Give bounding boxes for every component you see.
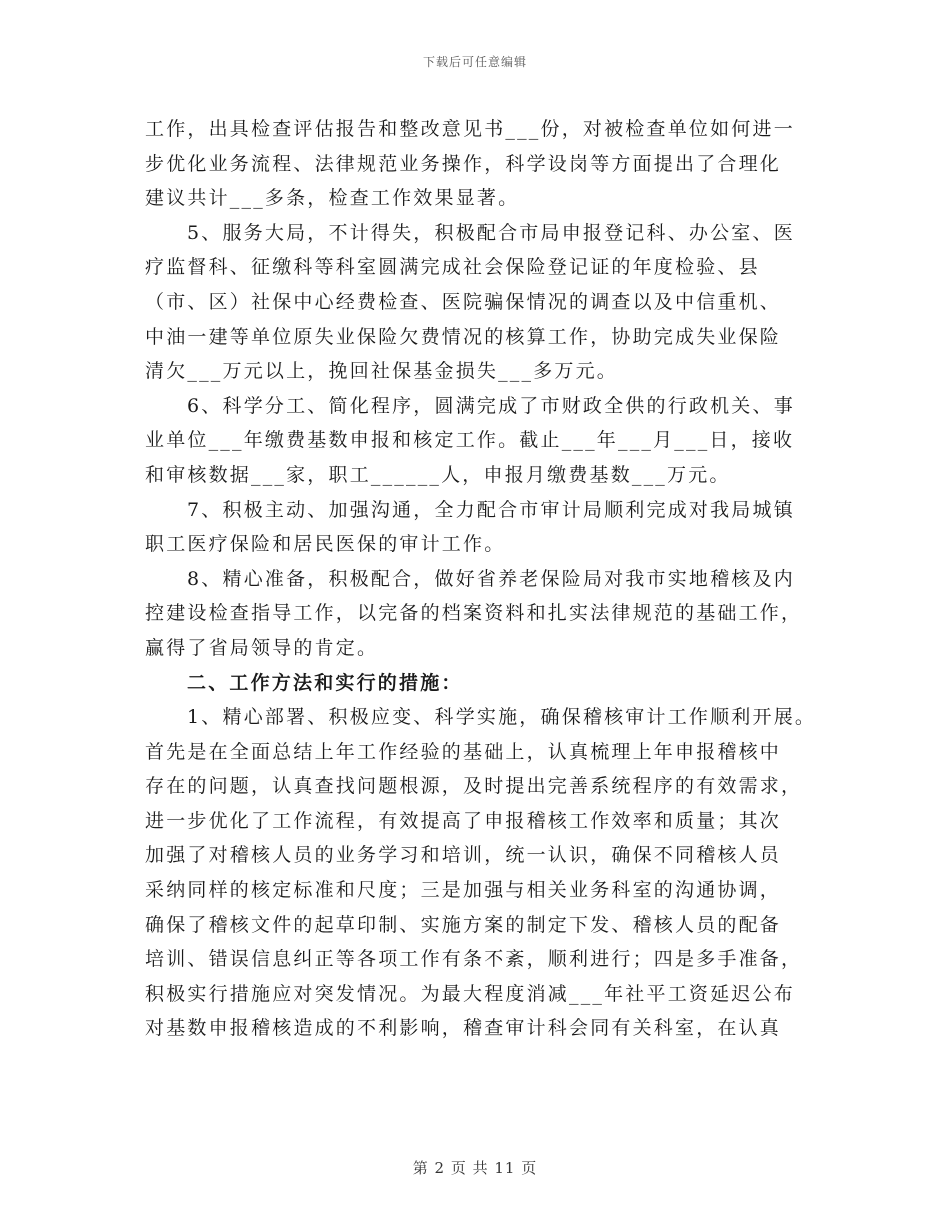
header-note: 下载后可任意编辑 xyxy=(422,55,527,69)
text-line: 对基数申报稽核造成的不利影响，稽查审计科会同有关科室，在认真 xyxy=(145,1017,782,1040)
paragraph-start-line: 5、服务大局，不计得失，积极配合市局申报登记科、办公室、医 xyxy=(187,221,795,244)
text-line: 确保了稽核文件的起草印制、实施方案的制定下发、稽核人员的配备 xyxy=(145,913,782,936)
text-line: 中油一建等单位原失业保险欠费情况的核算工作，协助完成失业保险 xyxy=(145,325,782,348)
body-text xyxy=(145,112,845,1046)
text-line: 赢得了省局领导的肯定。 xyxy=(145,636,379,659)
text-line: 存在的问题，认真查找问题根源，及时提出完善系统程序的有效需求， xyxy=(145,775,803,798)
text-line: 加强了对稽核人员的业务学习和培训，统一认识，确保不同稽核人员 xyxy=(145,844,782,867)
text-line: 控建设检查指导工作，以完备的档案资料和扎实法律规范的基础工作， xyxy=(145,602,803,625)
text-line: 建议共计___多条，检查工作效果显著。 xyxy=(145,187,520,210)
text-line: 进一步优化了工作流程，有效提高了申报稽核工作效率和质量；其次 xyxy=(145,809,782,832)
text-line: 职工医疗保险和居民医保的审计工作。 xyxy=(145,533,506,556)
paragraph-start-line: 1、精心部署、积极应变、科学实施，确保稽核审计工作顺利开展。 xyxy=(187,706,817,729)
text-line: 步优化业务流程、法律规范业务操作，科学设岗等方面提出了合理化 xyxy=(145,152,782,175)
text-line: 疗监督科、征缴科等科室圆满完成社会保险登记证的年度检验、县 xyxy=(145,256,760,279)
paragraph-start-line: 7、积极主动、加强沟通，全力配合市审计局顺利完成对我局城镇 xyxy=(187,498,795,521)
text-line: 采纳同样的核定标准和尺度；三是加强与相关业务科室的沟通协调， xyxy=(145,879,782,902)
paragraph-start-line: 6、科学分工、简化程序，圆满完成了市财政全供的行政机关、事 xyxy=(187,394,795,417)
section-heading: 二、工作方法和实行的措施： xyxy=(187,671,463,694)
text-line: 积极实行措施应对突发情况。为最大程度消减___年社平工资延迟公布 xyxy=(145,982,795,1005)
text-line: 培训、错误信息纠正等各项工作有条不紊，顺利进行；四是多手准备， xyxy=(145,948,803,971)
paragraph-start-line: 8、精心准备，积极配合，做好省养老保险局对我市实地稽核及内 xyxy=(187,567,795,590)
text-line: 首先是在全面总结上年工作经验的基础上，认真梳理上年申报稽核中 xyxy=(145,740,782,763)
text-line: 和审核数据___家，职工______人，申报月缴费基数___万元。 xyxy=(145,463,731,486)
text-line: （市、区）社保中心经费检查、医院骗保情况的调查以及中信重机、 xyxy=(145,290,782,313)
text-line: 业单位___年缴费基数申报和核定工作。截止___年___月___日，接收 xyxy=(145,429,795,452)
page-number: 第 2 页 共 11 页 xyxy=(412,1159,538,1177)
text-line: 工作，出具检查评估报告和整改意见书___份，对被检查单位如何进一 xyxy=(145,118,795,140)
text-line: 清欠___万元以上，挽回社保基金损失___多万元。 xyxy=(145,360,619,383)
